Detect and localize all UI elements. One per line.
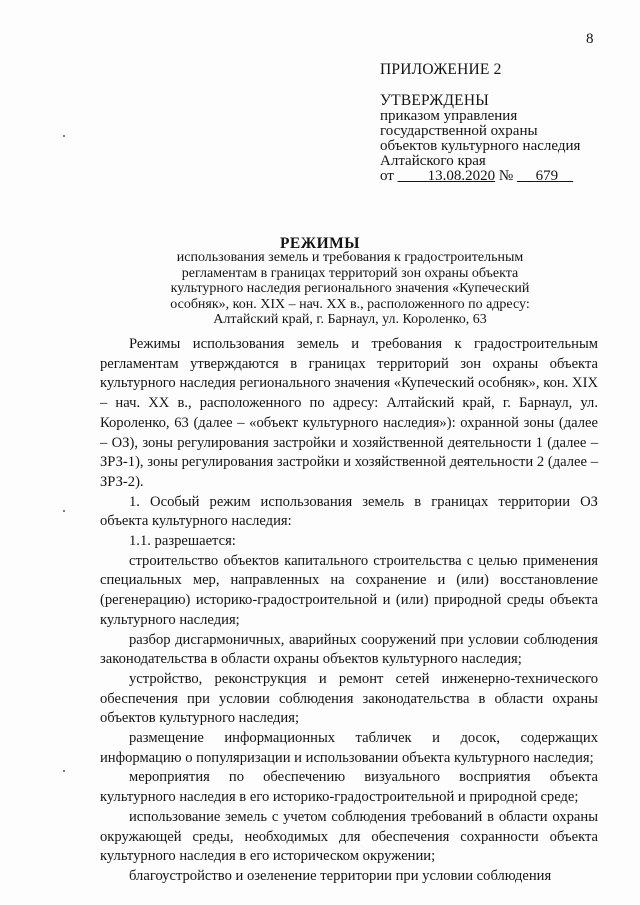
page-number: 8: [586, 31, 594, 47]
approval-line: приказом управления: [380, 108, 518, 124]
order-number-text: 679: [535, 168, 559, 184]
document-body: [100, 335, 598, 887]
appendix-label: ПРИЛОЖЕНИЕ 2: [380, 61, 502, 78]
approval-date-line: [380, 169, 580, 184]
paragraph: разбор дисгармоничных, аварийных сооружений при условии соблюдения законодательства в области охраны объектов культурного наследия;: [100, 631, 598, 668]
paragraph: устройство, реконструкция и ремонт сетей инженерно-технического обеспечения при условии соблюдения законодательства в области охраны объектов культурного наследия;: [100, 670, 598, 727]
scan-margin-dot: [63, 510, 65, 512]
paragraph: размещение информационных табличек и досок, содержащих информацию о популяризации и использовании объекта культурного наследия;: [100, 730, 598, 766]
paragraph: благоустройство и озеленение территории при условии соблюдения: [129, 867, 552, 884]
approval-line: объектов культурного наследия: [380, 138, 581, 154]
date-value: [398, 168, 496, 184]
number-sign: №: [498, 168, 514, 184]
date-value-text: 13.08.2020: [427, 168, 496, 184]
order-number: [517, 168, 573, 184]
approved-label: УТВЕРЖДЕНЫ: [380, 92, 489, 109]
scan-margin-dot: [63, 770, 65, 772]
paragraph: Режимы использования земель и требования к градостроительным регламентам утверждаются в границах территорий зон охраны объекта культурного наследия регионального значения «Купеческий особняк», кон. XIX – нач. XX в., расположенного по адресу: Алтайский край, г. Барнаул, ул. Короленко, 63 (далее – «объект культурного наследия»): охранной зоны (далее – ОЗ), зоны регулирования застройки и хозяйственной деятельности 1 (далее – ЗРЗ-1), зоны регулирования застройки и хозяйственной деятельности 2 (далее – ЗРЗ-2).: [100, 336, 598, 490]
document-title: РЕЖИМЫ: [279, 235, 361, 252]
approval-line: Алтайского края: [380, 153, 486, 169]
date-prefix: от: [380, 168, 394, 184]
paragraph: строительство объектов капитального строительства с целью применения специальных мер, направленных на сохранение и (или) восстановление (регенерацию) историко-градостроительной и (или) природной среды объекта культурного наследия;: [100, 552, 598, 628]
paragraph: 1.1. разрешается:: [129, 533, 236, 550]
approval-line: государственной охраны: [380, 123, 538, 139]
paragraph: использование земель с учетом соблюдения требований в области охраны окружающей среды, необходимых для обеспечения сохранности объекта культурного наследия в его историческом окружении;: [100, 808, 598, 865]
document-subtitle: использования земель и требования к градостроительным регламентам в границах территорий зон охраны объекта культурного наследия регионального значения «Купеческий особняк», кон. XIX – нач. XX в., расположенного по адресу: Алтайский край, г. Барнаул, ул. Короленко, 63: [170, 250, 530, 327]
paragraph: мероприятия по обеспечению визуального восприятия объекта культурного наследия в его историко-градостроительной и природной среде;: [100, 769, 598, 806]
scan-margin-dot: [63, 135, 65, 137]
approval-block: [380, 62, 580, 184]
paragraph: 1. Особый режим использования земель в границах территории ОЗ объекта культурного наследия:: [100, 493, 598, 530]
